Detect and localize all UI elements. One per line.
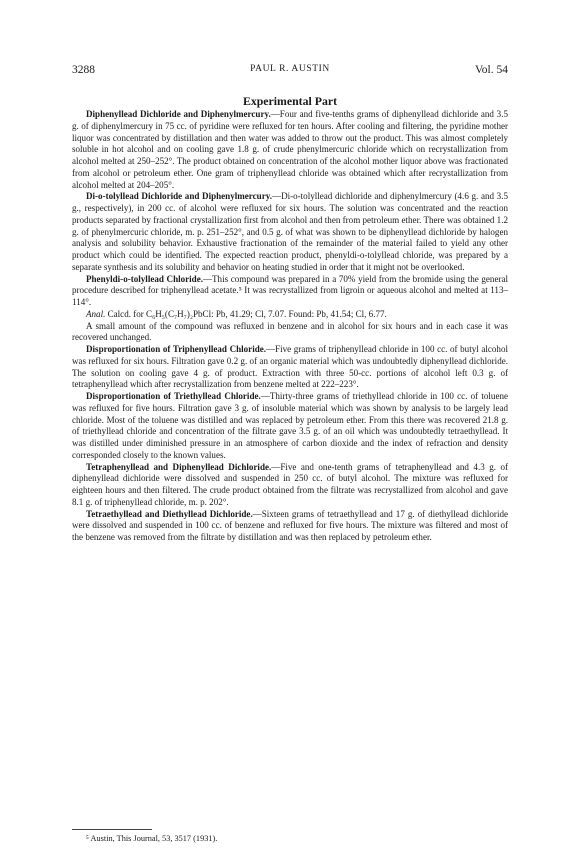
paragraph-text: —Five and one-tenth grams of tetraphenyllead and 4.3 g. of diphenyllead dichloride were dissolved and suspended in 250 cc. of butyl alcohol. The mixture was refluxed for eighteen hours and then filtered. The crude product obtained from the filtrate was recrystallized from alcohol and gave 8.1 g. of triphenyllead chloride, m. p. 202°.: [72, 461, 508, 507]
running-header: [72, 64, 508, 80]
footnote-marker: ⁵: [86, 834, 89, 843]
paragraph-heading: Tetraphenyllead and Diphenyllead Dichloride.: [86, 461, 272, 472]
paragraph-heading: Disproportionation of Triphenyllead Chloride.: [86, 344, 267, 354]
paragraph-heading: Disproportionation of Triethyllead Chloride.: [86, 391, 261, 401]
paragraph-text: A small amount of the compound was refluxed in benzene and in alcohol for six hours and in each case it was recovered unchanged.: [72, 320, 508, 343]
paragraph-ditolyllead-diphenylmercury: [72, 191, 508, 273]
paragraph-text: —This compound was prepared in a 70% yield from the bromide using the general procedure described for triphenyllead acetate.⁵ It was recrystallized from ligroin or aqueous alcohol and melted at 113–114°.: [72, 273, 508, 307]
paragraph-heading: Di-o-tolyllead Dichloride and Diphenylmercury.: [86, 191, 273, 202]
paragraph-text: —Four and five-tenths grams of diphenyllead dichloride and 3.5 g. of diphenylmercury in 75 cc. of pyridine were refluxed for ten hours. After cooling and filtering, the pyridine mother liquor was concentrated by distillation and then water was added to throw out the product. This was almost completely soluble in hot alcohol and on cooling gave 1.8 g. of crude phenylmercuric chloride which on recrystallization from alcohol melted at 250–252°. The product obtained on concentration of the alcohol mother liquor above was fractionated from alcohol or petroleum ether. One gram of triphenyllead chloride was obtained which after recrystallization from alcohol melted at 204–205°.: [72, 109, 508, 190]
paragraph-tetraphenyllead-diphenyllead: [72, 462, 508, 509]
paragraph-phenylditolyllead-chloride: [72, 274, 508, 309]
paragraph-reflux-note: [72, 321, 508, 345]
footnote: [86, 834, 506, 844]
analysis-label: Anal.: [86, 308, 106, 319]
paragraph-analysis: [72, 309, 508, 321]
paragraph-heading: Tetraethyllead and Diethyllead Dichloride.: [86, 508, 253, 519]
paragraph-text: —Di-o-tolyllead dichloride and diphenylmercury (4.6 g. and 3.5 g., respectively), in 200 cc. of alcohol were refluxed for six hours. The solution was concentrated and the reaction products separated by fractional crystallization first from alcohol and then from petroleum ether. There was obtained 1.2 g. of phenylmercuric chloride, m. p. 251–252°, and 0.5 g. of what was shown to be diphenyllead dichloride by halogen analysis and solubility behavior. Exhaustive fractionation of the remainder of the material failed to yield any other product which could be identified. The expected reaction product, phenyldi-o-tolyllead chloride, was prepared by a separate synthesis and its solubility and behavior on heating studied in order that it might not be overlooked.: [72, 191, 508, 272]
footnote-text: Austin, This Journal, 53, 3517 (1931).: [88, 834, 218, 843]
paragraph-triphenyllead-disproportionation: [72, 344, 508, 391]
article-body: [72, 94, 508, 544]
page-number: 3288: [72, 64, 95, 76]
paragraph-heading: Diphenyllead Dichloride and Diphenylmercury.: [86, 109, 271, 119]
paragraph-text: Calcd. for C₆H₅(C₇H₇)₂PbCl: Pb, 41.29; Cl, 7.07. Found: Pb, 41.54; Cl, 6.77.: [105, 308, 387, 319]
running-author: PAUL R. AUSTIN: [250, 64, 330, 74]
paragraph-text: —Sixteen grams of tetraethyllead and 17 g. of diethyllead dichloride were dissolved and suspended in 100 cc. of benzene and refluxed for five hours. The mixture was filtered and most of the benzene was removed from the filtrate by distillation and was then replaced by petroleum ether.: [72, 508, 508, 542]
section-title: Experimental Part: [242, 94, 338, 108]
volume-label: Vol. 54: [474, 64, 508, 76]
paragraph-diphenyllead-diphenylmercury: [72, 109, 508, 191]
footnote-divider: [72, 829, 152, 830]
paragraph-text: —Thirty-three grams of triethyllead chloride in 100 cc. of toluene was refluxed for five hours. Filtration gave 3 g. of insoluble material which was shown by analysis to be largely lead chloride. Most of the toluene was distilled and was replaced by petroleum ether. From this there was recovered 21.8 g. of triethyllead chloride and concentration of the filtrate gave 3.5 g. of an oil which was undoubtedly tetraethyllead. It was distilled under diminished pressure in an atmosphere of carbon dioxide and the index of refraction and density corresponded closely to the known values.: [72, 391, 508, 460]
paragraph-text: —Five grams of triphenyllead chloride in 100 cc. of butyl alcohol was refluxed for six hours. Filtration gave 0.2 g. of an organic material which was undoubtedly diphenyllead dichloride. The solution on cooling gave 4 g. of product. Extraction with three 50-cc. portions of alcohol left 0.3 g. of tetraphenyllead which after recrystallization from benzene melted at 222–223°.: [72, 344, 508, 390]
paragraph-tetraethyllead-diethyllead: [72, 509, 508, 544]
paragraph-triethyllead-disproportionation: [72, 391, 508, 462]
paragraph-heading: Phenyldi-o-tolyllead Chloride.: [86, 273, 203, 284]
